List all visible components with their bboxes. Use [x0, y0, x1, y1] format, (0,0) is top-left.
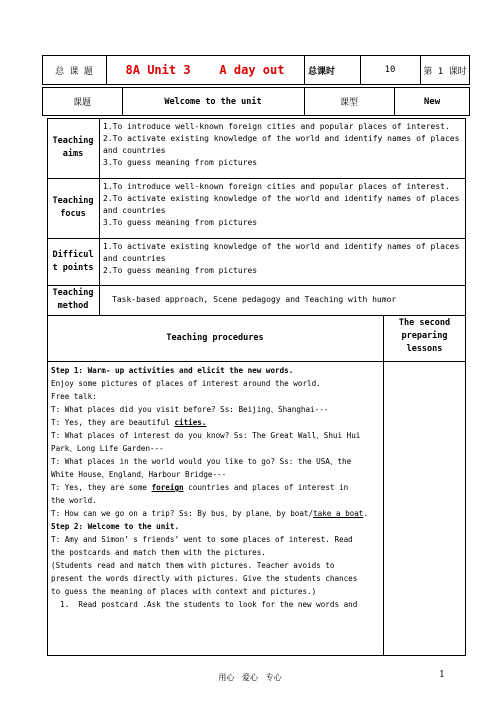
- aims-content: [103, 121, 465, 169]
- second-preparing-heading: [383, 317, 466, 356]
- page-number: 1: [439, 670, 445, 680]
- body-line: the world.: [51, 496, 97, 505]
- body-line: (Students read and match them with pictures. Teacher avoids to: [51, 561, 335, 570]
- aims-line: 2.To activate existing knowledge of the world and identify names of places: [103, 134, 460, 143]
- row-divider: [47, 361, 466, 362]
- footer-motto: 用心 爱心 专心: [218, 673, 282, 682]
- focus-line: 1.To introduce well-known foreign cities and popular places of interest.: [103, 182, 450, 191]
- period-number: 第 1 课时: [423, 66, 467, 77]
- body-line: T: What places in the world would you like to go? Ss: the USA、the: [51, 457, 352, 466]
- second-line3: lessons: [406, 344, 443, 354]
- row-divider: [47, 285, 466, 286]
- body-line: to guess the meaning of places with context and pictures.): [51, 587, 317, 596]
- col-divider: [99, 118, 100, 315]
- body-line: [51, 416, 382, 429]
- row-divider: [47, 178, 466, 179]
- focus-line: 3.To guess meaning from pictures: [103, 218, 258, 227]
- step2-heading: Step 2: Welcome to the unit.: [51, 522, 180, 531]
- difficult-label-line1: Difficul: [52, 249, 94, 260]
- difficult-label-line2: t points: [52, 262, 94, 273]
- total-periods: 10: [384, 65, 396, 75]
- focus-label: [47, 178, 99, 238]
- difficult-line: and countries: [103, 254, 166, 263]
- topic-value: Welcome to the unit: [164, 96, 262, 107]
- body-line: White House、England、Harbour Bridge---: [51, 470, 227, 479]
- body-line: Enjoy some pictures of places of interest around the world.: [51, 379, 321, 388]
- focus-line: 2.To activate existing knowledge of the world and identify names of places: [103, 194, 460, 203]
- body-text: T: Yes, they are some: [51, 483, 152, 492]
- body-text: T: How can we go on a trip? Ss: By bus、by plane、by boat/: [51, 509, 314, 518]
- method-content: Task-based approach, Scene pedagogy and Teaching with humor: [112, 295, 397, 304]
- method-label-line1: Teaching: [52, 288, 94, 298]
- focus-content: [103, 181, 465, 229]
- body-line: the postcards and match them with the pictures.: [51, 548, 266, 557]
- unit-title: 8A Unit 3 A day out: [125, 63, 285, 77]
- difficult-content: [103, 241, 465, 277]
- difficult-label: [47, 238, 99, 285]
- body-line: [51, 507, 382, 520]
- aims-label: [47, 118, 99, 178]
- keyword-cities: cities.: [174, 418, 207, 427]
- body-line: Park、Long Life Garden---: [51, 444, 164, 453]
- procedure-body: [51, 364, 382, 611]
- method-label-line2: method: [57, 301, 89, 311]
- second-line1: The second: [398, 318, 451, 328]
- col-divider: [383, 315, 384, 656]
- keyword-foreign: foreign: [151, 483, 184, 492]
- total-topic-label: 总 课 题: [55, 66, 93, 77]
- difficult-line: 2.To guess meaning from pictures: [103, 266, 258, 275]
- type-value: New: [423, 96, 441, 107]
- body-text: .: [363, 509, 368, 518]
- total-periods-label: 总课时: [308, 66, 336, 77]
- body-line: T: What places of interest do you know? Ss: The Great Wall、Shui Hui: [51, 431, 361, 440]
- focus-label-line1: Teaching: [52, 196, 94, 206]
- aims-label-line2: aims: [62, 149, 84, 159]
- keyword-take-a-boat: take a boat: [313, 509, 364, 518]
- difficult-line: 1.To activate existing knowledge of the world and identify names of places: [103, 242, 460, 251]
- body-text: countries and places of interest in: [183, 483, 349, 492]
- step1-heading: Step 1: Warm- up activities and elicit the new words.: [51, 366, 294, 375]
- body-line: [51, 481, 382, 494]
- method-label: [47, 285, 99, 315]
- aims-label-line1: Teaching: [52, 136, 94, 146]
- focus-label-line2: focus: [60, 209, 86, 219]
- body-line: present the words directly with pictures. Give the students chances: [51, 574, 358, 583]
- type-label: 课型: [339, 98, 358, 108]
- body-line: T: What places did you visit before? Ss: Beijing、Shanghai---: [51, 405, 329, 414]
- topic-label: 课题: [72, 98, 91, 108]
- second-line2: preparing: [401, 331, 448, 341]
- procedures-heading: Teaching procedures: [166, 333, 264, 343]
- focus-line: and countries: [103, 206, 166, 215]
- body-line: 1. Read postcard .Ask the students to look for the new words and: [51, 600, 358, 609]
- aims-line: 3.To guess meaning from pictures: [103, 158, 258, 167]
- aims-line: and countries: [103, 146, 166, 155]
- row-divider: [47, 315, 466, 316]
- body-text: T: Yes, they are beautiful: [51, 418, 175, 427]
- body-line: Free talk:: [51, 392, 97, 401]
- body-line: T: Amy and Simon’ s friends’ went to some places of interest. Read: [51, 535, 353, 544]
- row-divider: [47, 238, 466, 239]
- aims-line: 1.To introduce well-known foreign cities and popular places of interest.: [103, 122, 450, 131]
